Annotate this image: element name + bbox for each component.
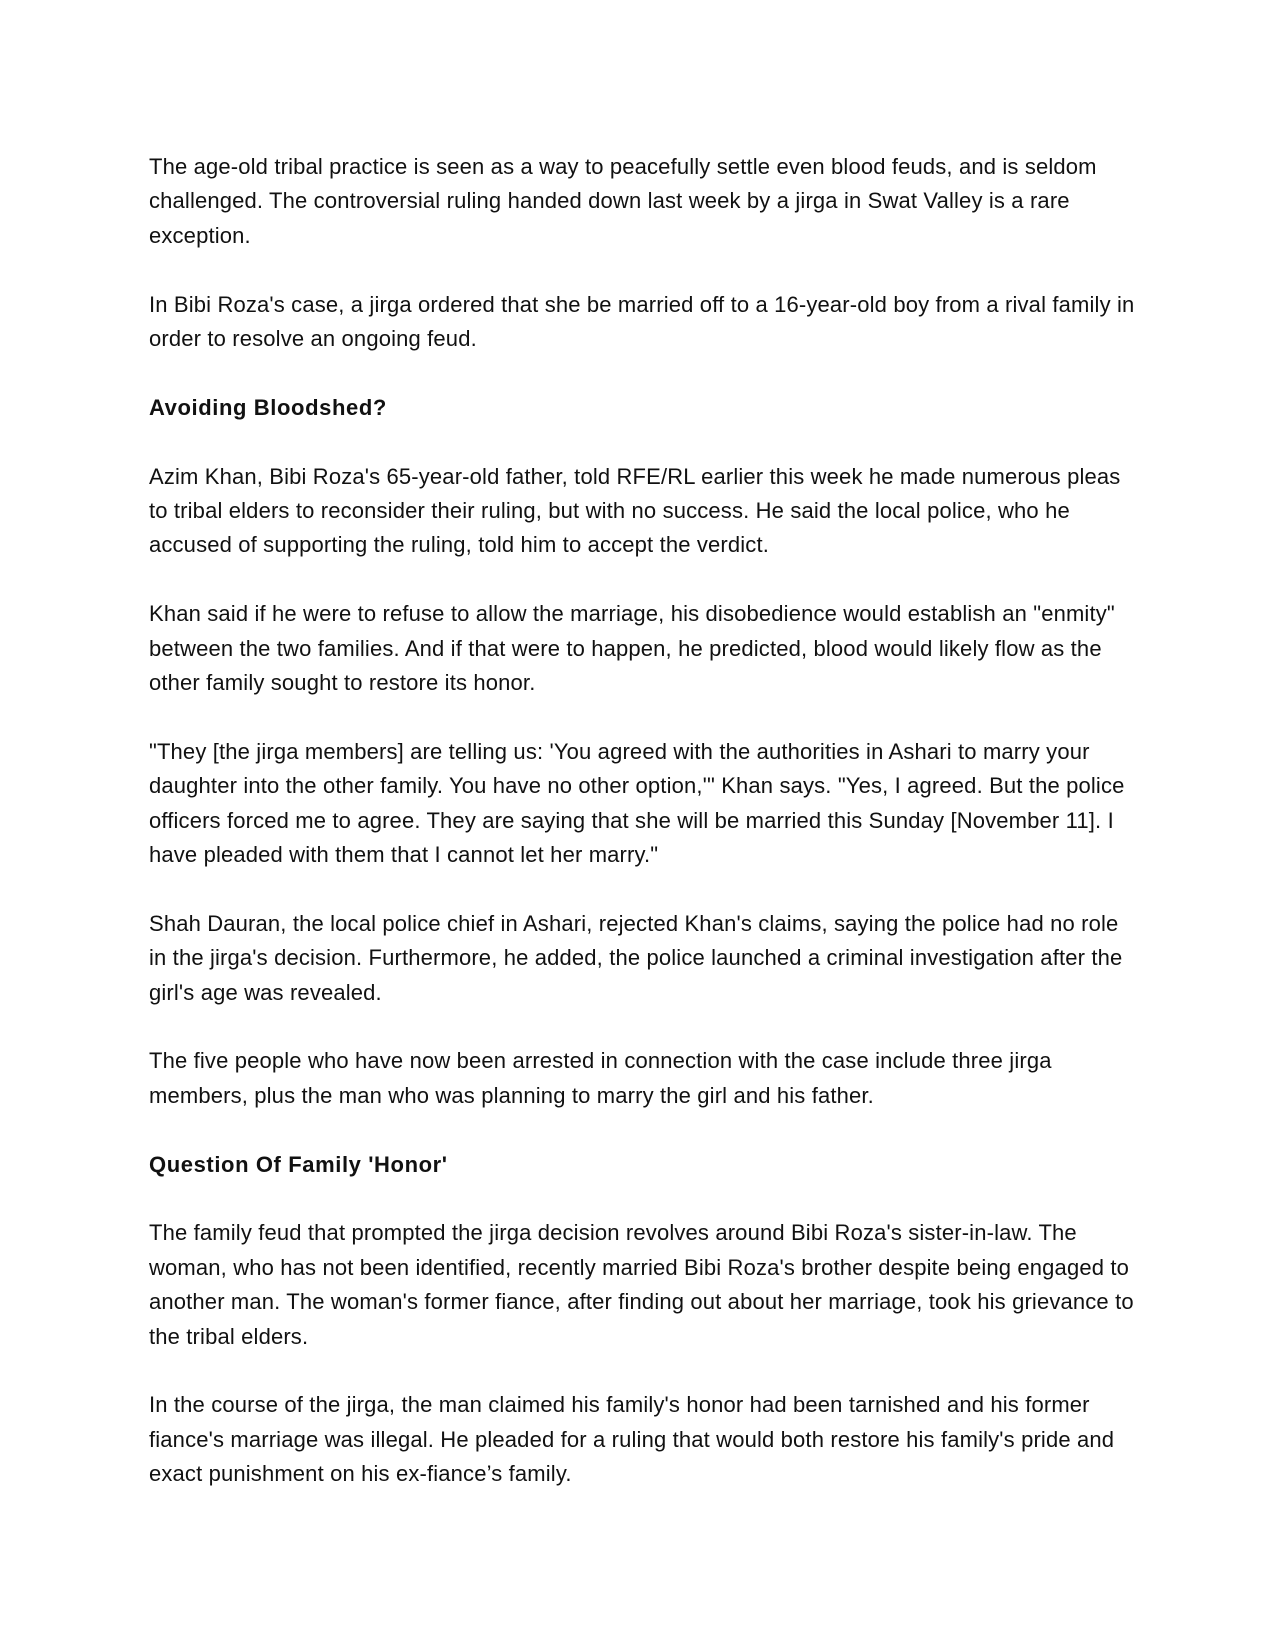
paragraph-shah-dauran: Shah Dauran, the local police chief in Ashari, rejected Khan's claims, saying the police had no role in the jirga's decision. Furthermore, he added, the police launched a criminal investigation after the girl's age was revealed. — [149, 910, 1123, 1005]
paragraph-khan-quote: "They [the jirga members] are telling us: 'You agreed with the authorities in Ashari to marry your daughter into the other family. You have no other option,'" Khan says. "Yes, I agreed. But the police officers forced me to agree. They are saying that she will be married this Sunday [November 11]. I have pleaded with them that I cannot let her marry." — [149, 738, 1125, 868]
paragraph-enmity: Khan said if he were to refuse to allow the marriage, his disobedience would establish an "enmity" between the two families. And if that were to happen, he predicted, blood would likely flow as the other family sought to restore its honor. — [149, 601, 1115, 696]
paragraph-arrests: The five people who have now been arrested in connection with the case include three jirga members, plus the man who was planning to marry the girl and his father. — [149, 1048, 1052, 1108]
article-body — [149, 150, 1139, 1526]
section-heading-avoiding-bloodshed: Avoiding Bloodshed? — [149, 394, 387, 420]
paragraph-jirga-claim: In the course of the jirga, the man claimed his family's honor had been tarnished and his former fiance's marriage was illegal. He pleaded for a ruling that would both restore his family's pride and exact punishment on his ex-fiance’s family. — [149, 1392, 1115, 1487]
section-heading-family-honor: Question Of Family 'Honor' — [149, 1151, 448, 1177]
paragraph-bibi-roza-case: In Bibi Roza's case, a jirga ordered that she be married off to a 16-year-old boy from a rival family in order to resolve an ongoing feud. — [149, 291, 1135, 352]
paragraph-family-feud: The family feud that prompted the jirga decision revolves around Bibi Roza's sister-in-law. The woman, who has not been identified, recently married Bibi Roza's brother despite being engaged to another man. The woman's former fiance, after finding out about her marriage, took his grievance to the tribal elders. — [149, 1220, 1134, 1349]
paragraph-tribal-practice: The age-old tribal practice is seen as a way to peacefully settle even blood feuds, and is seldom challenged. The controversial ruling handed down last week by a jirga in Swat Valley is a rare exception. — [149, 154, 1097, 248]
paragraph-azim-khan: Azim Khan, Bibi Roza's 65-year-old father, told RFE/RL earlier this week he made numerous pleas to tribal elders to reconsider their ruling, but with no success. He said the local police, who he accused of supporting the ruling, told him to accept the verdict. — [149, 463, 1121, 558]
